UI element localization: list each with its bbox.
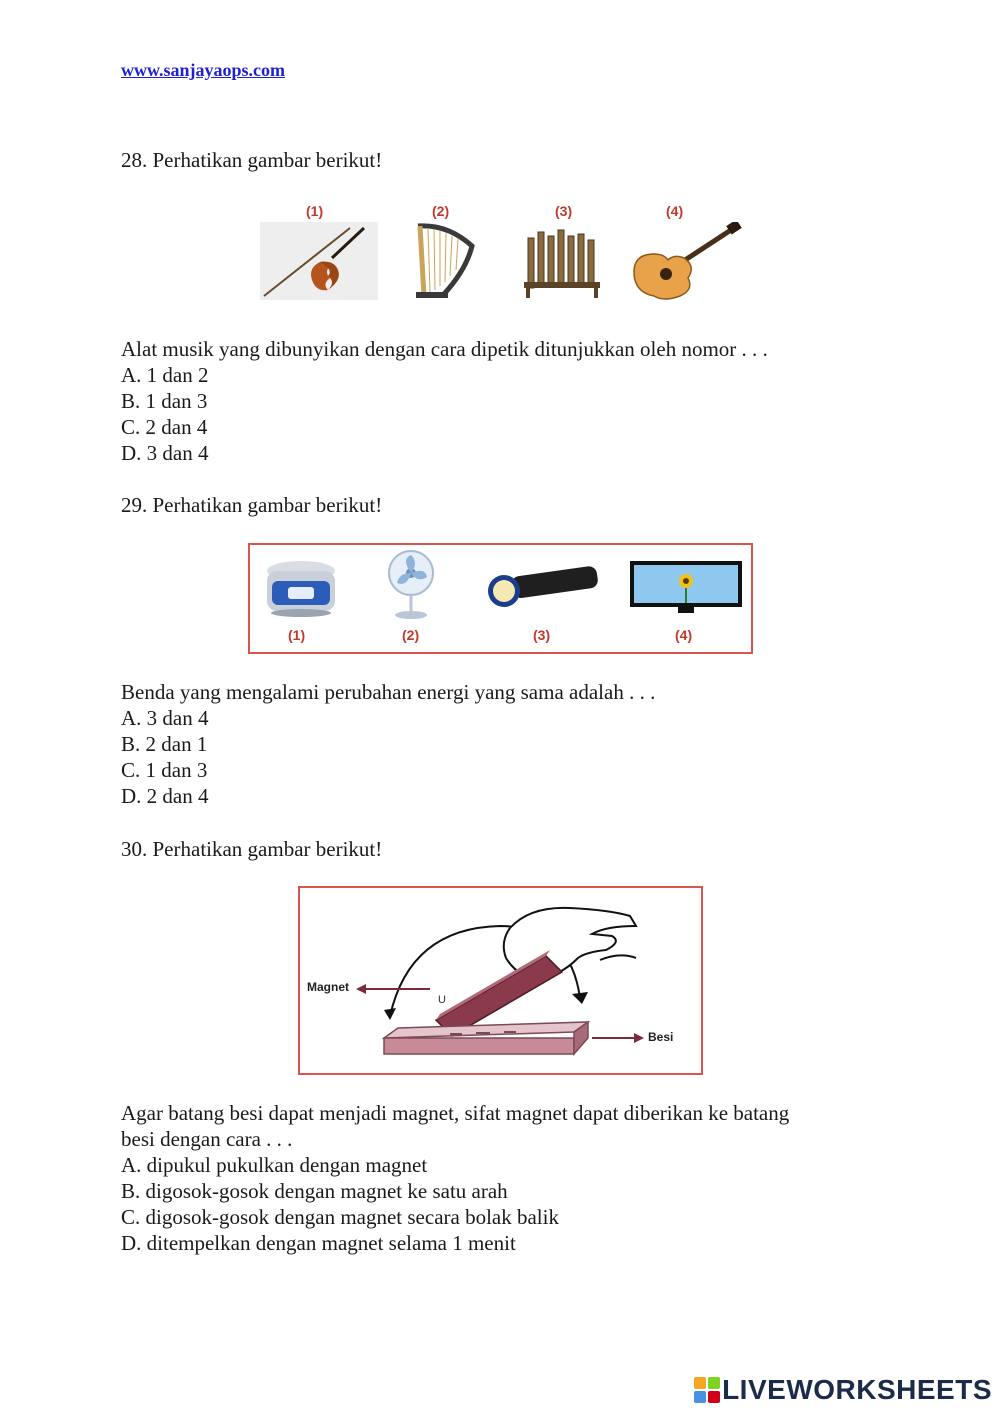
- guitar-image: [626, 222, 742, 300]
- liveworksheets-logo-icon: [694, 1377, 720, 1403]
- q28-prompt: 28. Perhatikan gambar berikut!: [121, 148, 383, 172]
- magnet-label: Magnet: [307, 980, 349, 994]
- rice-cooker-image: [262, 557, 340, 619]
- angklung-image: [522, 226, 604, 300]
- iron-label: Besi: [648, 1030, 674, 1044]
- liveworksheets-logo[interactable]: [694, 1373, 992, 1407]
- q30-question-line1: Agar batang besi dapat menjadi magnet, sifat magnet dapat diberikan ke batang: [121, 1101, 790, 1125]
- q29-label-4: (4): [675, 627, 693, 643]
- q30-option-c[interactable]: C. digosok-gosok dengan magnet secara bolak balik: [121, 1205, 559, 1229]
- violin-image: [260, 222, 378, 300]
- q29-option-c[interactable]: C. 1 dan 3: [121, 758, 208, 782]
- q28-label-3: (3): [555, 203, 573, 219]
- q28-label-2: (2): [432, 203, 450, 219]
- q28-option-d[interactable]: D. 3 dan 4: [121, 441, 209, 465]
- q30-prompt: 30. Perhatikan gambar berikut!: [121, 837, 383, 861]
- q28-question: Alat musik yang dibunyikan dengan cara dipetik ditunjukkan oleh nomor . . .: [121, 337, 768, 361]
- q30-question-line2: besi dengan cara . . .: [121, 1127, 293, 1151]
- site-link[interactable]: www.sanjayaops.com: [121, 60, 286, 80]
- flashlight-image: [482, 565, 602, 611]
- q30-option-d[interactable]: D. ditempelkan dengan magnet selama 1 menit: [121, 1231, 516, 1255]
- q29-figure-frame: [248, 543, 753, 654]
- q28-option-a[interactable]: A. 1 dan 2: [121, 363, 209, 387]
- q28-label-4: (4): [666, 203, 684, 219]
- liveworksheets-brand: LIVEWORKSHEETS: [722, 1374, 992, 1405]
- fan-image: [378, 549, 444, 621]
- q30-option-b[interactable]: B. digosok-gosok dengan magnet ke satu arah: [121, 1179, 508, 1203]
- q29-question: Benda yang mengalami perubahan energi yang sama adalah . . .: [121, 680, 656, 704]
- q28-option-b[interactable]: B. 1 dan 3: [121, 389, 208, 413]
- north-pole-label: U: [438, 994, 446, 1006]
- harp-image: [408, 220, 484, 300]
- q29-label-1: (1): [288, 627, 306, 643]
- q29-option-d[interactable]: D. 2 dan 4: [121, 784, 209, 808]
- q29-prompt: 29. Perhatikan gambar berikut!: [121, 493, 383, 517]
- q29-label-3: (3): [533, 627, 551, 643]
- q29-option-b[interactable]: B. 2 dan 1: [121, 732, 208, 756]
- q29-option-a[interactable]: A. 3 dan 4: [121, 706, 209, 730]
- tv-image: [628, 559, 744, 619]
- q30-figure-frame: [298, 886, 703, 1075]
- q29-label-2: (2): [402, 627, 420, 643]
- q28-label-1: (1): [306, 203, 324, 219]
- magnet-rubbing-diagram: [300, 888, 701, 1073]
- q30-option-a[interactable]: A. dipukul pukulkan dengan magnet: [121, 1153, 428, 1177]
- q28-option-c[interactable]: C. 2 dan 4: [121, 415, 208, 439]
